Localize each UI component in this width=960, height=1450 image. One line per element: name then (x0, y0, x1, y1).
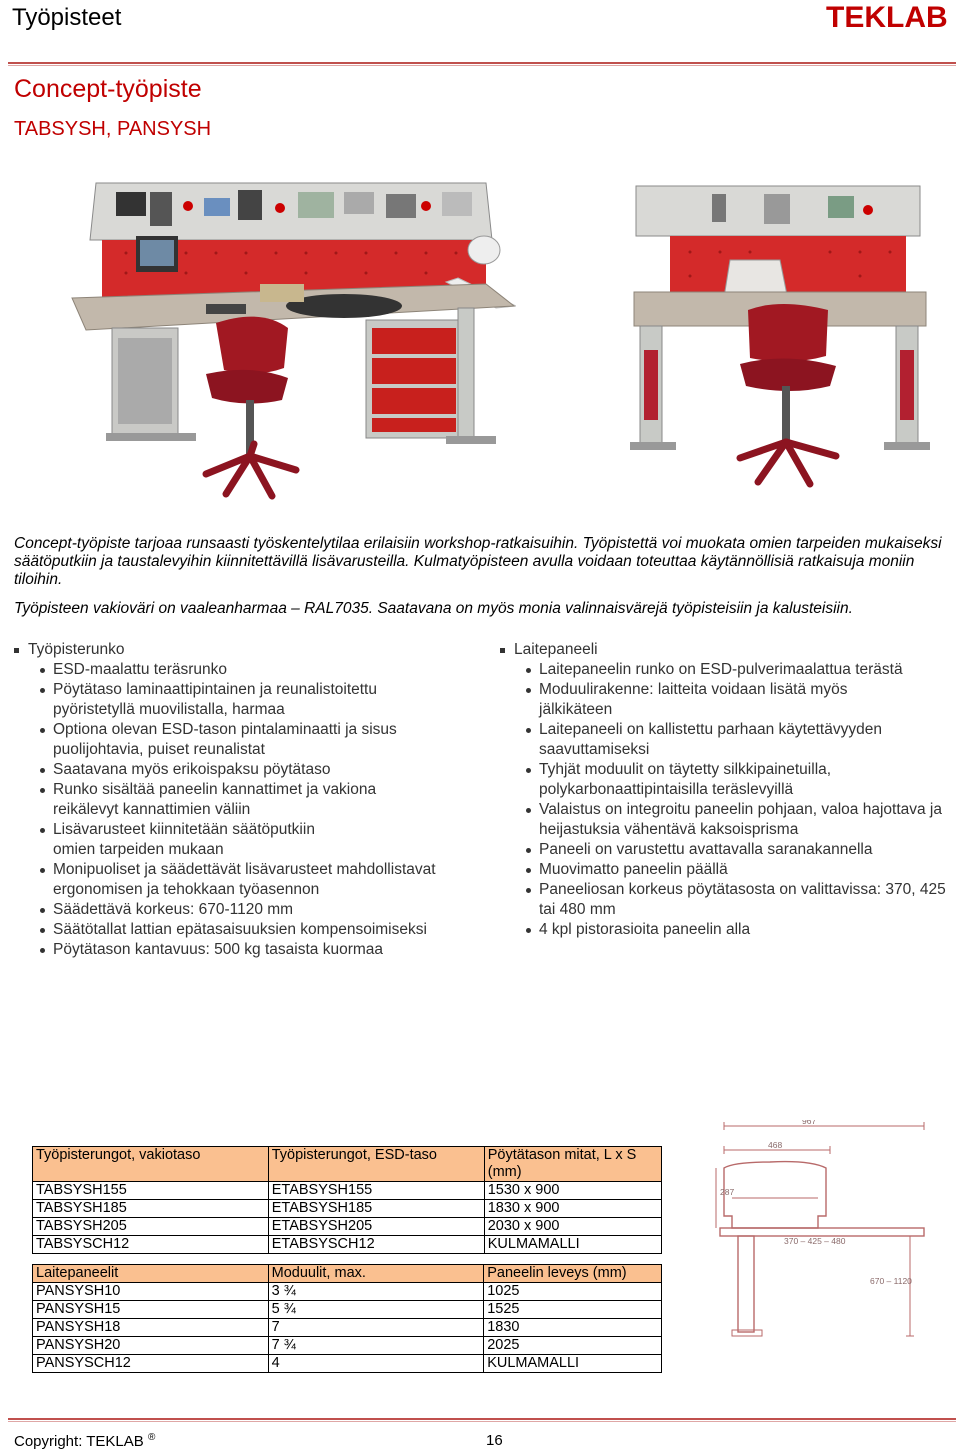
table-header-row (33, 1265, 662, 1283)
table-row (33, 1200, 662, 1218)
table-row (33, 1283, 662, 1301)
list-item: 4 kpl pistorasioita paneelin alla (500, 920, 950, 940)
footer-rule-thin (8, 1421, 956, 1422)
table-cell: PANSYSH20 (33, 1337, 269, 1355)
registered-mark: ® (147, 1432, 156, 1443)
table-cell: 1830 (484, 1319, 662, 1337)
table-cell: TABSYSH185 (33, 1200, 269, 1218)
frames-table (32, 1146, 662, 1254)
list-item: Moduulirakenne: laitteita voidaan lisätä myös jälkikäteen (500, 680, 899, 720)
frame-features (14, 640, 484, 960)
dimension-drawing (710, 1120, 940, 1355)
table-cell: TABSYSH155 (33, 1182, 269, 1200)
copyright-text: Copyright: TEKLAB (14, 1433, 144, 1450)
intro-paragraph: Concept-työpiste tarjoaa runsaasti työskentelytilaa erilaisiin workshop-ratkaisuihin. Työpistettä voi muokata omien tarpeiden mukaiseksi säätöputkiin ja taustalevyihin kiinnitettävillä lisävarusteilla. Kulmatyöpisteen avulla voidaan toteuttaa käytännöllisiä ratkaisuja moniin tiloihin. (14, 535, 942, 588)
list-item: ESD-maalattu teräsrunko (14, 660, 484, 680)
table-cell: ETABSYSH185 (268, 1200, 484, 1218)
list-item: Muovimatto paneelin päällä (500, 860, 950, 880)
table-row (33, 1355, 662, 1373)
table-cell: PANSYSH15 (33, 1301, 269, 1319)
table-cell: 1525 (484, 1301, 662, 1319)
header-rule-thin (8, 65, 956, 66)
table-cell: TABSYSCH12 (33, 1236, 269, 1254)
list-item: Tyhjät moduulit on täytetty silkkipainetuilla, polykarbonaattipintaisilla teräslevyillä (500, 760, 899, 800)
copyright (14, 1432, 155, 1450)
page-number: 16 (486, 1432, 503, 1449)
list-item: Monipuoliset ja säädettävät lisävarusteet mahdollistavat ergonomisen ja tehokkaan työasennon (14, 860, 483, 900)
table-cell: TABSYSH205 (33, 1218, 269, 1236)
table-row (33, 1337, 662, 1355)
table-cell: ETABSYSCH12 (268, 1236, 484, 1254)
table-header-cell: Laitepaneelit (33, 1265, 269, 1283)
table-cell: PANSYSCH12 (33, 1355, 269, 1373)
list-item: Valaistus on integroitu paneelin pohjaan, valoa hajottava ja heijastuksia vähentävä kaksoisprisma (500, 800, 959, 840)
footer-rule (8, 1418, 956, 1420)
table-row (33, 1319, 662, 1337)
table-cell: PANSYSH18 (33, 1319, 269, 1337)
list-item: Lisävarusteet kiinnitetään säätöputkiin omien tarpeiden mukaan (14, 820, 353, 860)
list-item: Paneeli on varustettu avattavalla saranakannella (500, 840, 950, 860)
table-row (33, 1236, 662, 1254)
workstation-photo (66, 178, 516, 513)
table-cell: 2025 (484, 1337, 662, 1355)
table-cell: 1830 x 900 (484, 1200, 661, 1218)
list-item: Säätötallat lattian epätasaisuuksien kompensoimiseksi (14, 920, 484, 940)
list-item: Säädettävä korkeus: 670-1120 mm (14, 900, 484, 920)
table-cell: KULMAMALLI (484, 1355, 662, 1373)
table-cell: 1025 (484, 1283, 662, 1301)
table-row (33, 1301, 662, 1319)
list-item: Pöytätason kantavuus: 500 kg tasaista kuormaa (14, 940, 484, 960)
list-item: Pöytätaso laminaattipintainen ja reunalistoitettu pyöristetyllä muovilistalla, harmaa (14, 680, 423, 720)
table-header-cell: Moduulit, max. (268, 1265, 484, 1283)
table-header-cell: Paneelin leveys (mm) (484, 1265, 662, 1283)
dim-total-width: 967 (802, 1120, 817, 1126)
table-row (33, 1182, 662, 1200)
product-subtitle: TABSYSH, PANSYSH (14, 118, 212, 140)
list-item: Laitepaneeli on kallistettu parhaan käytettävyyden saavuttamiseksi (500, 720, 939, 760)
product-title: Concept-työpiste (14, 75, 202, 103)
dim-panel-height: 287 (720, 1187, 735, 1197)
table-cell: PANSYSH10 (33, 1283, 269, 1301)
table-cell: 7 ¾ (268, 1337, 484, 1355)
corner-workstation-photo (630, 180, 930, 505)
table-cell: 4 (268, 1355, 484, 1373)
list-item: Optiona olevan ESD-tason pintalaminaatti ja sisus puolijohtavia, puiset reunalistat (14, 720, 433, 760)
teklab-logo (826, 0, 954, 42)
panels-table (32, 1264, 662, 1373)
list-item: Laitepaneelin runko on ESD-pulverimaalattua terästä (500, 660, 950, 680)
color-paragraph: Työpisteen vakioväri on vaaleanharmaa – RAL7035. Saatavana on myös monia valinnaisvärejä työpisteisiin ja kalusteisiin. (14, 600, 853, 617)
table-header-cell: Pöytätason mitat, L x S (mm) (484, 1147, 661, 1182)
table-header-cell: Työpisterungot, vakiotaso (33, 1147, 269, 1182)
list-item: Runko sisältää paneelin kannattimet ja vakiona reikälevyt kannattimien väliin (14, 780, 413, 820)
table-cell: 5 ¾ (268, 1301, 484, 1319)
panel-features (500, 640, 950, 940)
frame-features-heading: Työpisterunko (14, 640, 484, 660)
table-header-cell: Työpisterungot, ESD-taso (268, 1147, 484, 1182)
table-row (33, 1218, 662, 1236)
table-cell: 3 ¾ (268, 1283, 484, 1301)
panel-features-heading: Laitepaneeli (500, 640, 950, 660)
table-cell: 7 (268, 1319, 484, 1337)
logo-text: TEKLAB (826, 1, 948, 34)
dim-panel-depth: 468 (768, 1140, 783, 1150)
header-rule (8, 62, 956, 64)
table-cell: 1530 x 900 (484, 1182, 661, 1200)
page-title: Työpisteet (12, 4, 122, 31)
table-header-row (33, 1147, 662, 1182)
table-cell: KULMAMALLI (484, 1236, 661, 1254)
list-item: Paneeliosan korkeus pöytätasosta on valittavissa: 370, 425 tai 480 mm (500, 880, 959, 920)
list-item: Saatavana myös erikoispaksu pöytätaso (14, 760, 484, 780)
dim-table-height: 670 – 1120 (870, 1276, 912, 1286)
table-cell: 2030 x 900 (484, 1218, 661, 1236)
table-cell: ETABSYSH155 (268, 1182, 484, 1200)
table-cell: ETABSYSH205 (268, 1218, 484, 1236)
dim-panel-range: 370 – 425 – 480 (784, 1236, 846, 1246)
